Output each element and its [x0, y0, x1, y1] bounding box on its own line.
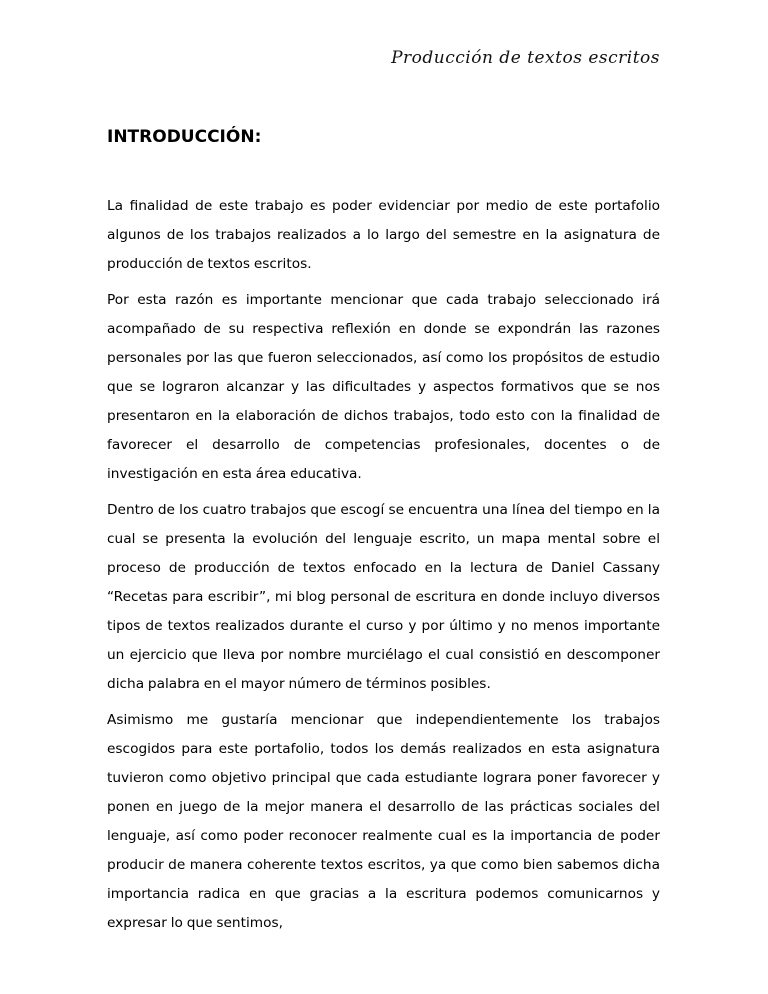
paragraph-1: La finalidad de este trabajo es poder evidenciar por medio de este portafolio algunos de los trabajos realizados a lo largo del semestre en la asignatura de producción de textos escritos. — [107, 198, 660, 272]
paragraph-2: Por esta razón es importante mencionar que cada trabajo seleccionado irá acompañado de su respectiva reflexión en donde se expondrán las razones personales por las que fueron seleccionados, así como los propósitos de estudio que se lograron alcanzar y las dificultades y aspectos formativos que se nos presentaron en la elaboración de dichos trabajos, todo esto con la finalidad de favorecer el desarrollo de competencias profesionales, docentes o de investigación en esta área educativa. — [107, 292, 660, 482]
paragraph-4: Asimismo me gustaría mencionar que independientemente los trabajos escogidos para este portafolio, todos los demás realizados en esta asignatura tuvieron como objetivo principal que cada estudiante lograra poner favorecer y ponen en juego de la mejor manera el desarrollo de las prácticas sociales del lenguaje, así como poder reconocer realmente cual es la importancia de poder producir de manera coherente textos escritos, ya que como bien sabemos dicha importancia radica en que gracias a la escritura podemos comunicarnos y expresar lo que sentimos, — [107, 712, 660, 931]
paragraph-3: Dentro de los cuatro trabajos que escogí se encuentra una línea del tiempo en la cual se presenta la evolución del lenguaje escrito, un mapa mental sobre el proceso de producción de textos enfocado en la lectura de Daniel Cassany “Recetas para escribir”, mi blog personal de escritura en donde incluyo diversos tipos de textos realizados durante el curso y por último y no menos importante un ejercicio que lleva por nombre murciélago el cual consistió en descomponer dicha palabra en el mayor número de términos posibles. — [107, 502, 660, 692]
body-text — [107, 192, 660, 945]
section-heading: INTRODUCCIÓN: — [107, 127, 262, 147]
running-header: Producción de textos escritos — [391, 48, 660, 68]
